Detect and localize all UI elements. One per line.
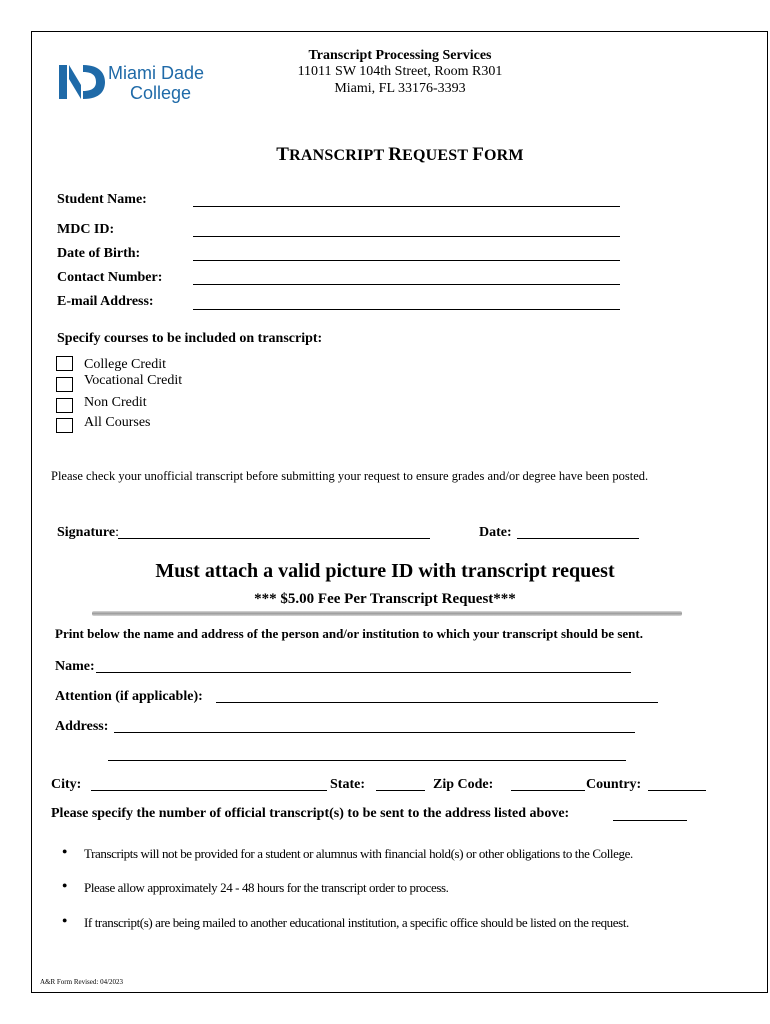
bullet-processing-time: ● Please allow approximately 24 - 48 hours for the transcript order to process. [84,880,449,896]
signature-label-text: Signature [57,525,116,540]
office-name: Transcript Processing Services [308,48,492,63]
vocational-credit-label: Vocational Credit [84,373,183,388]
picture-id-notice: Must attach a valid picture ID with transcript request [155,560,615,582]
title-cap-r: R [388,144,403,165]
signature-field[interactable] [118,538,430,539]
college-logo [57,63,217,105]
email-label: E-mail Address: [57,294,154,309]
city-label: City: [51,777,82,792]
state-field[interactable] [376,790,425,791]
office-address-line1: 11011 SW 104th Street, Room R301 [297,64,503,79]
college-name-line2: College [130,83,192,103]
bullet-financial-hold: ● Transcripts will not be provided for a student or alumnus with financial hold(s) or other obligations to the College. [84,846,633,862]
unofficial-transcript-notice: Please check your unofficial transcript before submitting your request to ensure grades and/or degree have been posted. [51,469,649,483]
vocational-credit-checkbox[interactable] [56,377,73,392]
non-credit-label: Non Credit [84,395,147,410]
date-label: Date: [479,525,512,540]
country-label: Country: [586,777,642,792]
zip-code-label: Zip Code: [433,777,494,792]
title-cap-f: F [472,144,484,165]
attention-label: Attention (if applicable): [55,689,203,704]
address-field-line2[interactable] [108,760,626,761]
date-of-birth-field[interactable] [193,260,620,261]
all-courses-checkbox[interactable] [56,418,73,433]
address-field-line1[interactable] [114,732,635,733]
recipient-name-label: Name: [55,659,95,674]
signature-colon: : [115,525,119,540]
college-name-line1: Miami Dade [108,63,205,83]
contact-number-label: Contact Number: [57,270,163,285]
college-credit-checkbox[interactable] [56,356,73,371]
quantity-label: Please specify the number of official transcript(s) to be sent to the address listed above: [51,806,570,821]
student-name-field[interactable] [193,206,620,207]
form-revision-footer: A&R Form Revised: 04/2023 [40,978,124,986]
office-address-line2: Miami, FL 33176-3393 [334,81,466,96]
address-label: Address: [55,719,109,734]
contact-number-field[interactable] [193,284,620,285]
college-logo-mark-icon [57,63,107,101]
student-name-label: Student Name: [57,192,147,207]
state-label: State: [330,777,365,792]
title-word3: ORM [484,147,524,164]
country-field[interactable] [648,790,706,791]
mdc-id-label: MDC ID: [57,222,115,237]
email-field[interactable] [193,309,620,310]
title-word1: RANSCRIPT [289,147,389,164]
all-courses-label: All Courses [84,415,151,430]
recipient-instructions: Print below the name and address of the person and/or institution to which your transcript should be sent. [55,626,643,641]
date-of-birth-label: Date of Birth: [57,246,141,261]
college-name [108,63,204,103]
zip-code-field[interactable] [511,790,585,791]
college-credit-label: College Credit [84,357,167,372]
bullet-specific-office: ● If transcript(s) are being mailed to another educational institution, a specific office should be listed on the request. [84,915,629,931]
recipient-name-field[interactable] [96,672,631,673]
courses-heading: Specify courses to be included on transcript: [57,331,323,346]
quantity-field[interactable] [613,820,687,821]
fee-notice: *** $5.00 Fee Per Transcript Request*** [254,591,516,607]
date-field[interactable] [517,538,639,539]
mdc-id-field[interactable] [193,236,620,237]
city-field[interactable] [91,790,327,791]
shaded-divider [92,611,682,616]
signature-label [57,525,119,541]
title-word2: EQUEST [402,147,473,164]
title-cap-t: T [276,144,290,165]
form-title [0,144,770,166]
attention-field[interactable] [216,702,658,703]
non-credit-checkbox[interactable] [56,398,73,413]
